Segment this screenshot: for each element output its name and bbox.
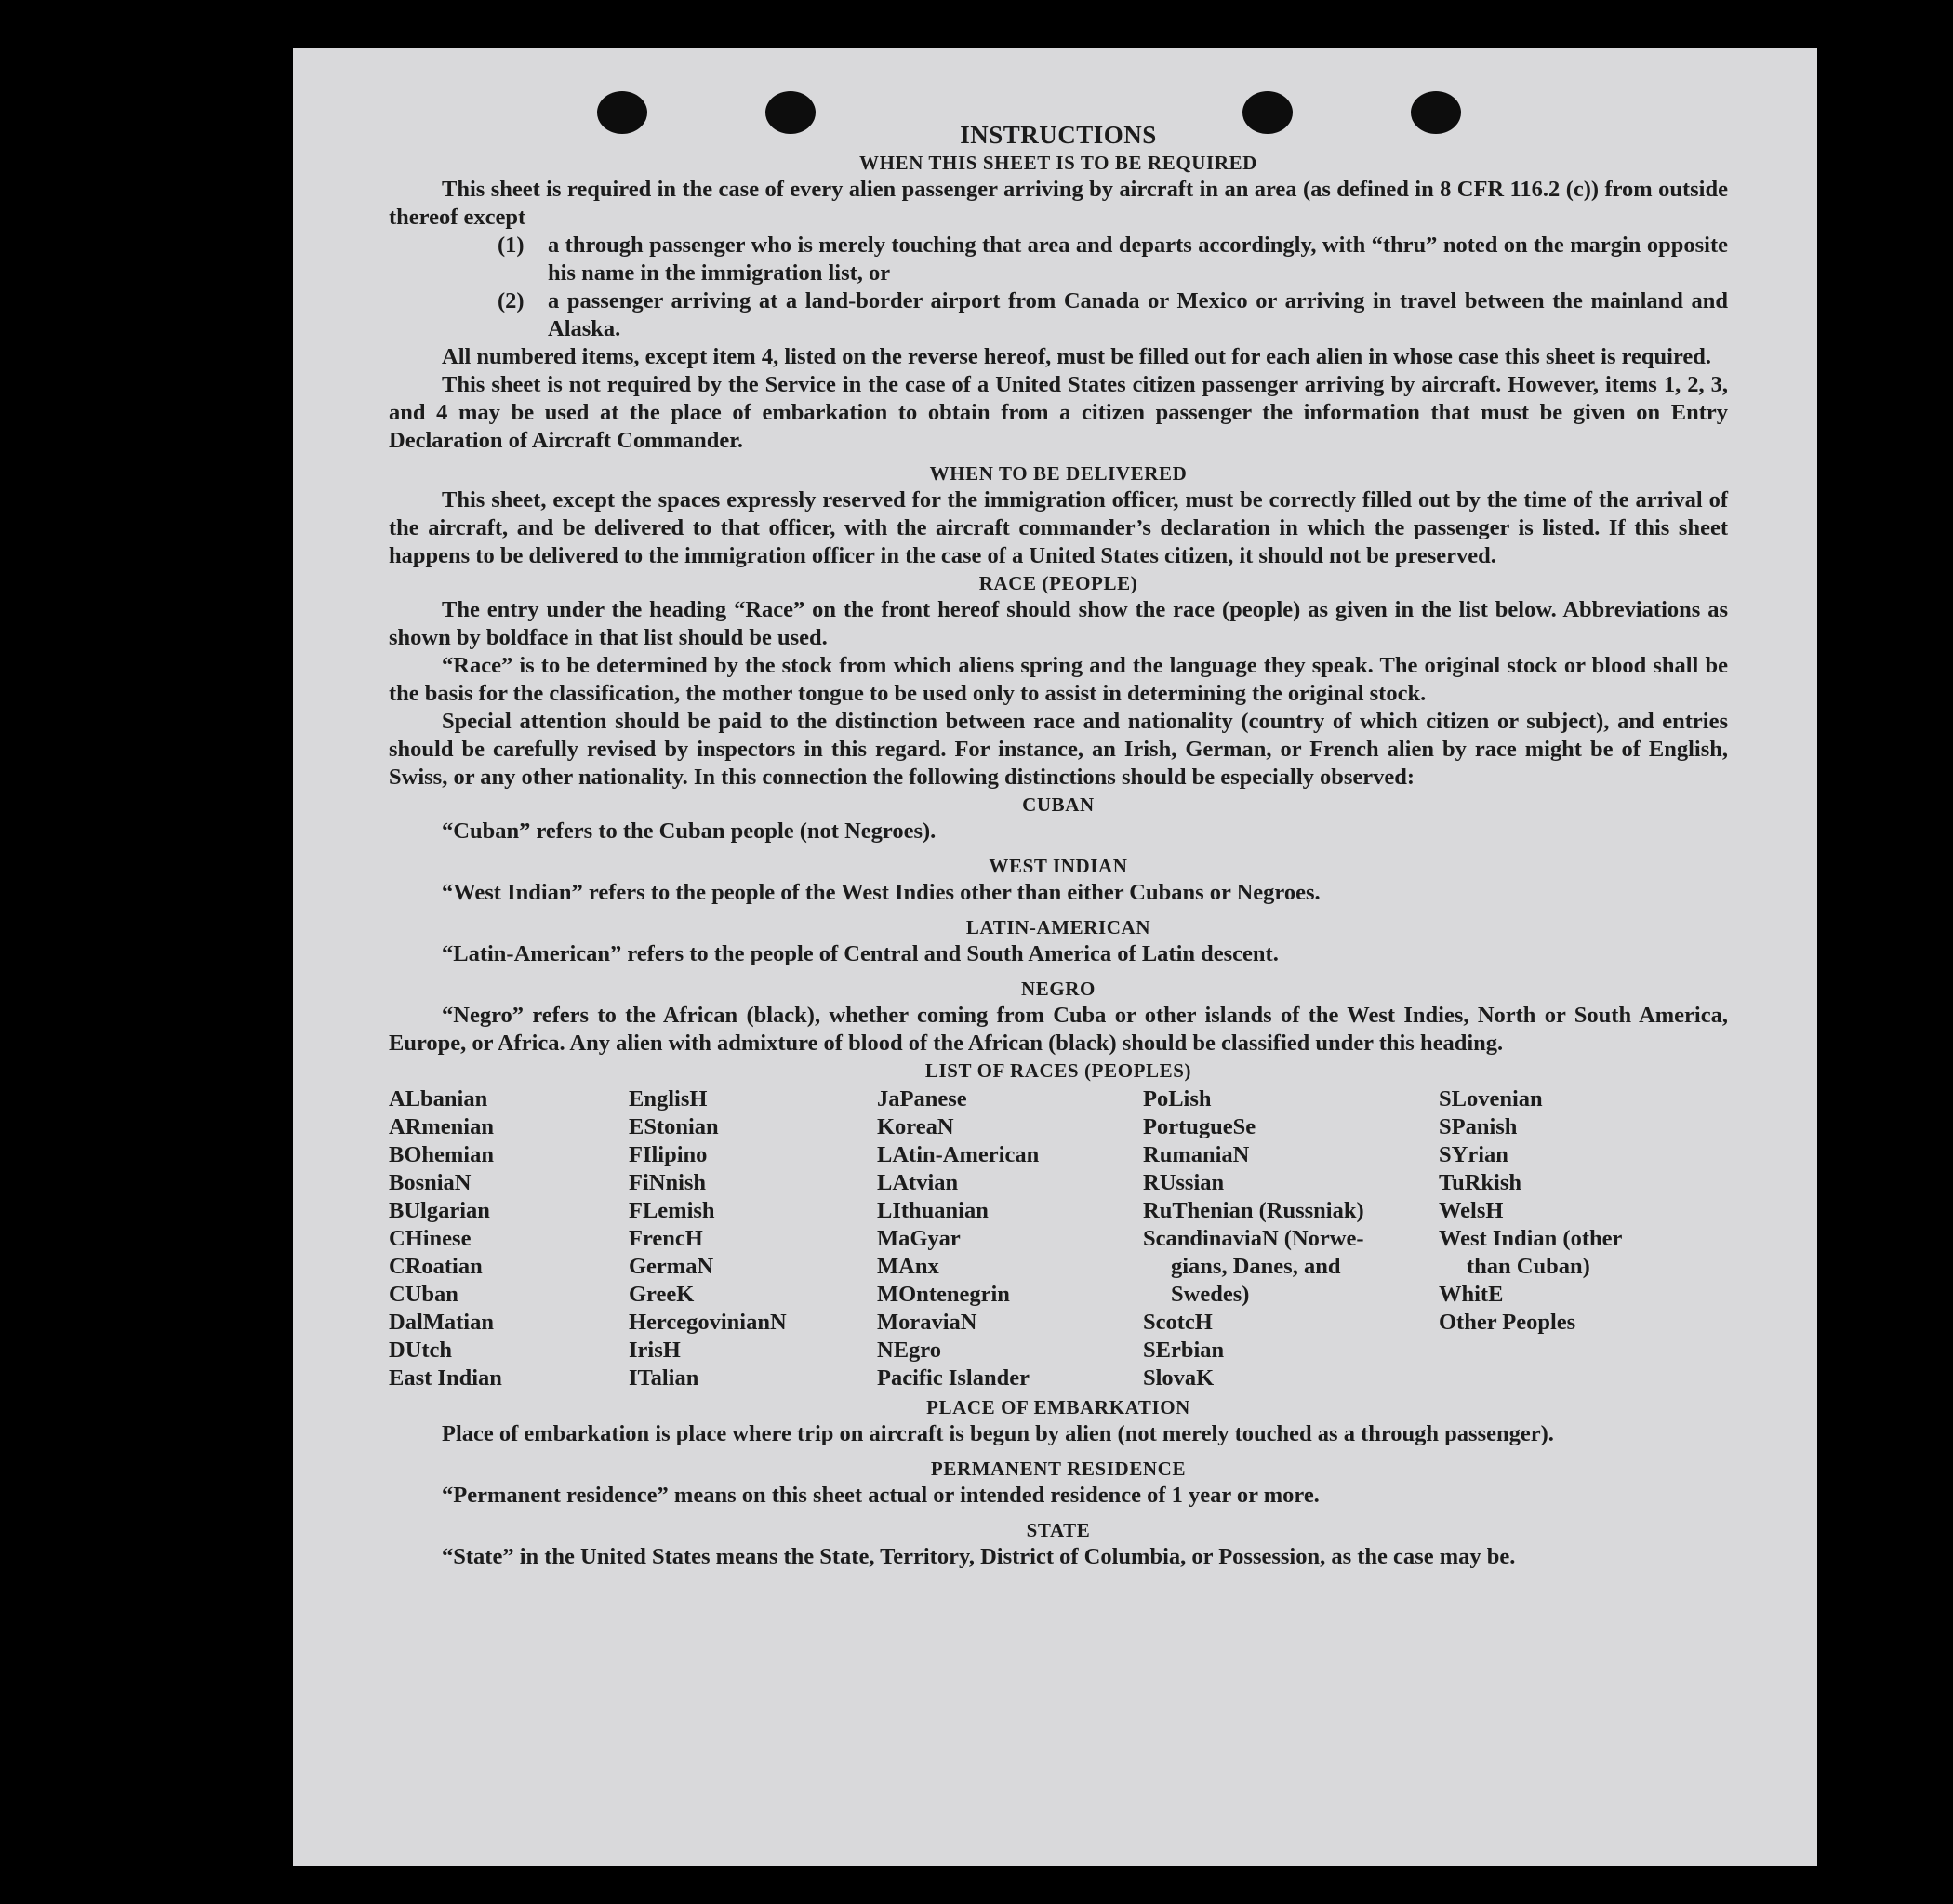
race-entry: TuRkish <box>1439 1170 1522 1195</box>
races-column <box>1143 1085 1439 1392</box>
paragraph: “Negro” refers to the African (black), whether coming from Cuba or other islands of the West Indies, North or South America, Europe, or Africa. Any alien with admixture of blood of the African (black) should be classified under this heading. <box>389 1003 1728 1056</box>
race-entry: West Indian (other <box>1439 1226 1623 1251</box>
race-entry: LAtvian <box>877 1170 959 1195</box>
races-table <box>389 1085 1728 1392</box>
race-entry: ALbanian <box>389 1086 488 1112</box>
heading-west-indian: WEST INDIAN <box>989 855 1128 877</box>
race-entry: FrencH <box>629 1226 703 1251</box>
heading-race: RACE (PEOPLE) <box>978 572 1138 594</box>
race-entry: CRoatian <box>389 1254 483 1279</box>
race-entry: PortugueSe <box>1143 1114 1256 1139</box>
heading-embarkation: PLACE OF EMBARKATION <box>926 1396 1190 1418</box>
race-entry: RuThenian (Russniak) <box>1143 1198 1364 1223</box>
paragraph: This sheet, except the spaces expressly reserved for the immigration officer, must be correctly filled out by the time of the arrival of the aircraft, and be delivered to that officer, with the aircraft commander’s declaration in which the passenger is listed. If this sheet happens to be delivered to the immigration officer in the case of a United States citizen, it should not be preserved. <box>389 487 1728 568</box>
paragraph: “State” in the United States means the State, Territory, District of Columbia, or Possession, as the case may be. <box>442 1544 1516 1569</box>
paragraph: “West Indian” refers to the people of the West Indies other than either Cubans or Negroes. <box>442 880 1321 905</box>
race-entry: WhitE <box>1439 1282 1504 1307</box>
race-entry: GreeK <box>629 1282 695 1307</box>
race-entry: HercegovinianN <box>629 1310 787 1335</box>
race-entry: MaGyar <box>877 1226 961 1251</box>
race-entry: ARmenian <box>389 1114 494 1139</box>
race-entry: NEgro <box>877 1338 941 1363</box>
race-entry: MoraviaN <box>877 1310 977 1335</box>
paragraph: Special attention should be paid to the distinction between race and nationality (country of which citizen or subject), and entries should be carefully revised by inspectors in this regard. For instance, an Irish, German, or French alien by race might be of English, Swiss, or any other nationality. In this connection the following distinctions should be especially observed: <box>389 709 1728 790</box>
list-item <box>498 232 1728 287</box>
race-entry: DUtch <box>389 1338 453 1363</box>
race-entry: SlovaK <box>1143 1365 1215 1391</box>
race-entry: WelsH <box>1439 1198 1504 1223</box>
race-entry: JaPanese <box>877 1086 967 1112</box>
race-entry: ITalian <box>629 1365 699 1391</box>
paragraph: Place of embarkation is place where trip on aircraft is begun by alien (not merely touched as a through passenger). <box>442 1421 1554 1446</box>
paragraph: “Latin-American” refers to the people of Central and South America of Latin descent. <box>442 941 1279 966</box>
page-title: INSTRUCTIONS <box>960 121 1157 149</box>
heading-residence: PERMANENT RESIDENCE <box>930 1458 1187 1480</box>
paragraph: “Cuban” refers to the Cuban people (not Negroes). <box>442 819 937 844</box>
races-column <box>629 1085 877 1392</box>
race-entry: ScandinaviaN (Norwe- <box>1143 1226 1364 1251</box>
race-entry: GermaN <box>629 1254 714 1279</box>
race-entry: EnglisH <box>629 1086 708 1112</box>
race-entry: IrisH <box>629 1338 681 1363</box>
race-entry: BOhemian <box>389 1142 494 1167</box>
paragraph: This sheet is not required by the Service in the case of a United States citizen passenger arriving by aircraft. However, items 1, 2, 3, and 4 may be used at the place of embarkation to obtain from a citizen passenger the information that must be given on Entry Declaration of Aircraft Commander. <box>389 372 1728 453</box>
race-entry: East Indian <box>389 1365 502 1391</box>
heading-cuban: CUBAN <box>1022 793 1095 816</box>
race-entry: DalMatian <box>389 1310 494 1335</box>
paragraph: “Race” is to be determined by the stock from which aliens spring and the language they speak. The original stock or blood shall be the basis for the classification, the mother tongue to be used only to assist in determining the original stock. <box>389 653 1728 706</box>
heading-when-delivered: WHEN TO BE DELIVERED <box>929 462 1188 485</box>
paragraph: The entry under the heading “Race” on the front hereof should show the race (people) as given in the list below. Abbreviations as shown by boldface in that list should be used. <box>389 597 1728 650</box>
race-entry: FiNnish <box>629 1170 707 1195</box>
race-entry: than Cuban) <box>1467 1254 1590 1279</box>
race-entry: KoreaN <box>877 1114 954 1139</box>
item-text: a passenger arriving at a land-border airport from Canada or Mexico or arriving in travel between the mainland and Alaska. <box>548 288 1728 341</box>
heading-when-required: WHEN THIS SHEET IS TO BE REQUIRED <box>859 152 1257 174</box>
heading-list-of-races: LIST OF RACES (PEOPLES) <box>924 1059 1192 1082</box>
race-entry: SYrian <box>1439 1142 1508 1167</box>
race-entry: RUssian <box>1143 1170 1225 1195</box>
race-entry: FLemish <box>629 1198 715 1223</box>
race-entry: Swedes) <box>1171 1282 1250 1307</box>
race-entry: ScotcH <box>1143 1310 1213 1335</box>
race-entry: CHinese <box>389 1226 472 1251</box>
races-column <box>1439 1085 1718 1392</box>
item-number: (2) <box>498 288 525 313</box>
race-entry: FIlipino <box>629 1142 708 1167</box>
document-sheet <box>293 48 1817 1866</box>
item-number: (1) <box>498 233 525 258</box>
race-entry: RumaniaN <box>1143 1142 1250 1167</box>
item-text: a through passenger who is merely touching that area and departs accordingly, with “thru” noted on the margin opposite his name in the immigration list, or <box>548 233 1728 286</box>
races-column <box>877 1085 1143 1392</box>
list-item <box>498 287 1728 343</box>
paragraph: All numbered items, except item 4, listed on the reverse hereof, must be filled out for each alien in whose case this sheet is required. <box>442 344 1712 369</box>
heading-negro: NEGRO <box>1020 978 1096 1000</box>
race-entry: gians, Danes, and <box>1171 1254 1341 1279</box>
paragraph: This sheet is required in the case of every alien passenger arriving by aircraft in an area (as defined in 8 CFR 116.2 (c)) from outside thereof except <box>389 177 1728 230</box>
race-entry: SErbian <box>1143 1338 1225 1363</box>
paragraph: “Permanent residence” means on this sheet actual or intended residence of 1 year or more. <box>442 1483 1320 1508</box>
race-entry: MAnx <box>877 1254 939 1279</box>
race-entry: BosniaN <box>389 1170 472 1195</box>
race-entry: MOntenegrin <box>877 1282 1010 1307</box>
race-entry: CUban <box>389 1282 458 1307</box>
race-entry: PoLish <box>1143 1086 1212 1112</box>
race-entry: SPanish <box>1439 1114 1518 1139</box>
heading-latin-american: LATIN-AMERICAN <box>965 916 1151 939</box>
heading-state: STATE <box>1026 1519 1091 1541</box>
race-entry: LAtin-American <box>877 1142 1040 1167</box>
race-entry: EStonian <box>629 1114 719 1139</box>
race-entry: SLovenian <box>1439 1086 1543 1112</box>
race-entry: BUlgarian <box>389 1198 490 1223</box>
race-entry: Other Peoples <box>1439 1310 1576 1335</box>
instructions-content <box>389 120 1728 1571</box>
race-entry: LIthuanian <box>877 1198 989 1223</box>
race-entry: Pacific Islander <box>877 1365 1030 1391</box>
races-column <box>389 1085 629 1392</box>
